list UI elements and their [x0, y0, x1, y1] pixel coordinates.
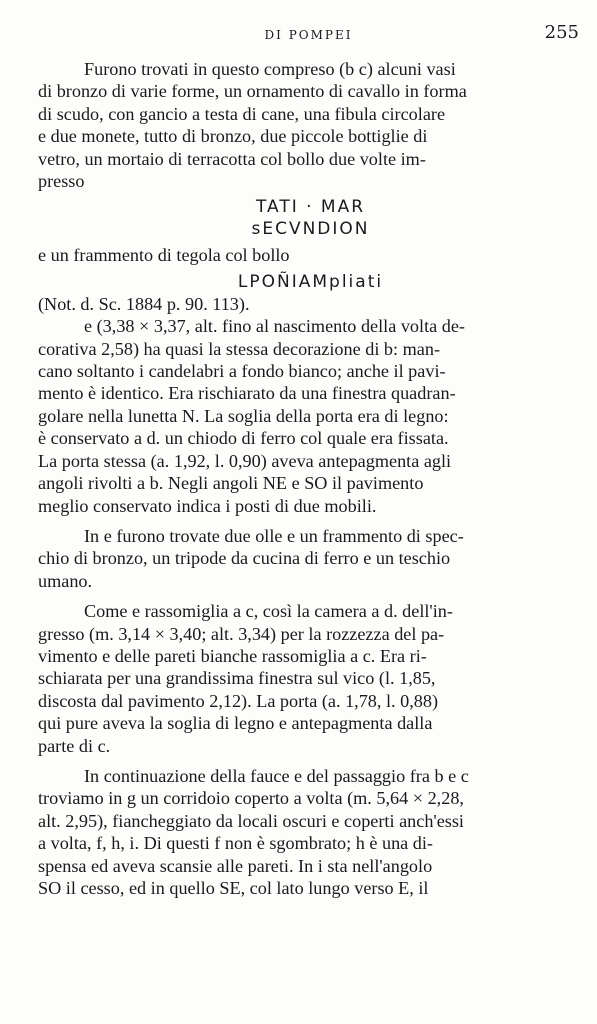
text-line: In continuazione della fauce e del passaggio fra b e c	[84, 765, 469, 786]
text-line: Furono trovati in questo compreso (b c) alcuni vasi	[84, 59, 456, 79]
page-number: 255	[544, 22, 579, 43]
stamp-inscription: LPOÑIAMpliati	[237, 271, 384, 292]
text-line: e (3,38 × 3,37, alt. fino al nascimento della volta de-	[84, 316, 465, 337]
text-line: chio di bronzo, un tripode da cucina di ferro e un teschio	[38, 548, 451, 569]
text-line: La porta stessa (a. 1,92, l. 0,90) aveva antepagmenta agli	[38, 450, 452, 471]
page-header	[38, 22, 579, 48]
text-line: umano.	[38, 570, 93, 591]
text-line: spensa ed aveva scansie alle pareti. In i sta nell'angolo	[38, 855, 433, 876]
text-line: SO il cesso, ed in quello SE, col lato lungo verso E, il	[38, 878, 429, 898]
text-line: In e furono trovate due olle e un frammento di spec-	[84, 525, 464, 546]
text-line: è conservato a d. un chiodo di ferro col quale era fissata.	[38, 428, 449, 449]
text-line: golare nella lunetta N. La soglia della porta era di legno:	[38, 405, 449, 426]
text-line: vimento e delle pareti bianche rassomiglia a c. Era ri-	[38, 645, 427, 666]
text-line: gresso (m. 3,14 × 3,40; alt. 3,34) per la rozzezza del pa-	[38, 623, 445, 644]
inscription-line: TATI · MAR	[255, 197, 366, 218]
text-line: parte di c.	[38, 735, 111, 756]
text-line: e due monete, tutto di bronzo, due piccole bottiglie di	[38, 126, 428, 147]
text-line: a volta, f, h, i. Di questi f non è sgombrato; h è una di-	[38, 833, 433, 854]
text-line: di bronzo di varie forme, un ornamento di cavallo in forma	[38, 81, 467, 102]
text-line: schiarata per una grandissima finestra sul vico (l. 1,85,	[38, 668, 436, 689]
text-line: Come e rassomiglia a c, così la camera a d. dell'in-	[84, 601, 453, 622]
citation-line: (Not. d. Sc. 1884 p. 90. 113).	[38, 293, 250, 314]
text-line: cano soltanto i candelabri a fondo bianco; anche il pavi-	[38, 361, 446, 382]
text-line: troviamo in g un corridoio coperto a volta (m. 5,64 × 2,28,	[38, 788, 464, 809]
text-line: di scudo, con gancio a testa di cane, una fibula circolare	[38, 103, 446, 124]
text-line: presso	[38, 171, 85, 192]
body-text	[38, 58, 583, 899]
inscription-line: sECVNDION	[251, 219, 370, 240]
text-line: alt. 2,95), fiancheggiato da locali oscuri e coperti anch'essi	[38, 810, 464, 831]
text-line: angoli rivolti a b. Negli angoli NE e SO il pavimento	[38, 473, 424, 494]
text-line: corativa 2,58) ha quasi la stessa decorazione di b: man-	[38, 338, 440, 359]
text-line: discosta dal pavimento 2,12). La porta (a. 1,78, l. 0,88)	[38, 690, 439, 711]
text-line: meglio conservato indica i posti di due mobili.	[38, 495, 377, 516]
text-line: qui pure aveva la soglia di legno e antepagmenta dalla	[38, 713, 433, 734]
text-line: vetro, un mortaio di terracotta col bollo due volte im-	[38, 148, 426, 169]
text-line: mento è identico. Era rischiarato da una finestra quadran-	[38, 383, 456, 404]
text-line: e un frammento di tegola col bollo	[38, 245, 290, 266]
running-head: DI POMPEI	[264, 28, 353, 42]
